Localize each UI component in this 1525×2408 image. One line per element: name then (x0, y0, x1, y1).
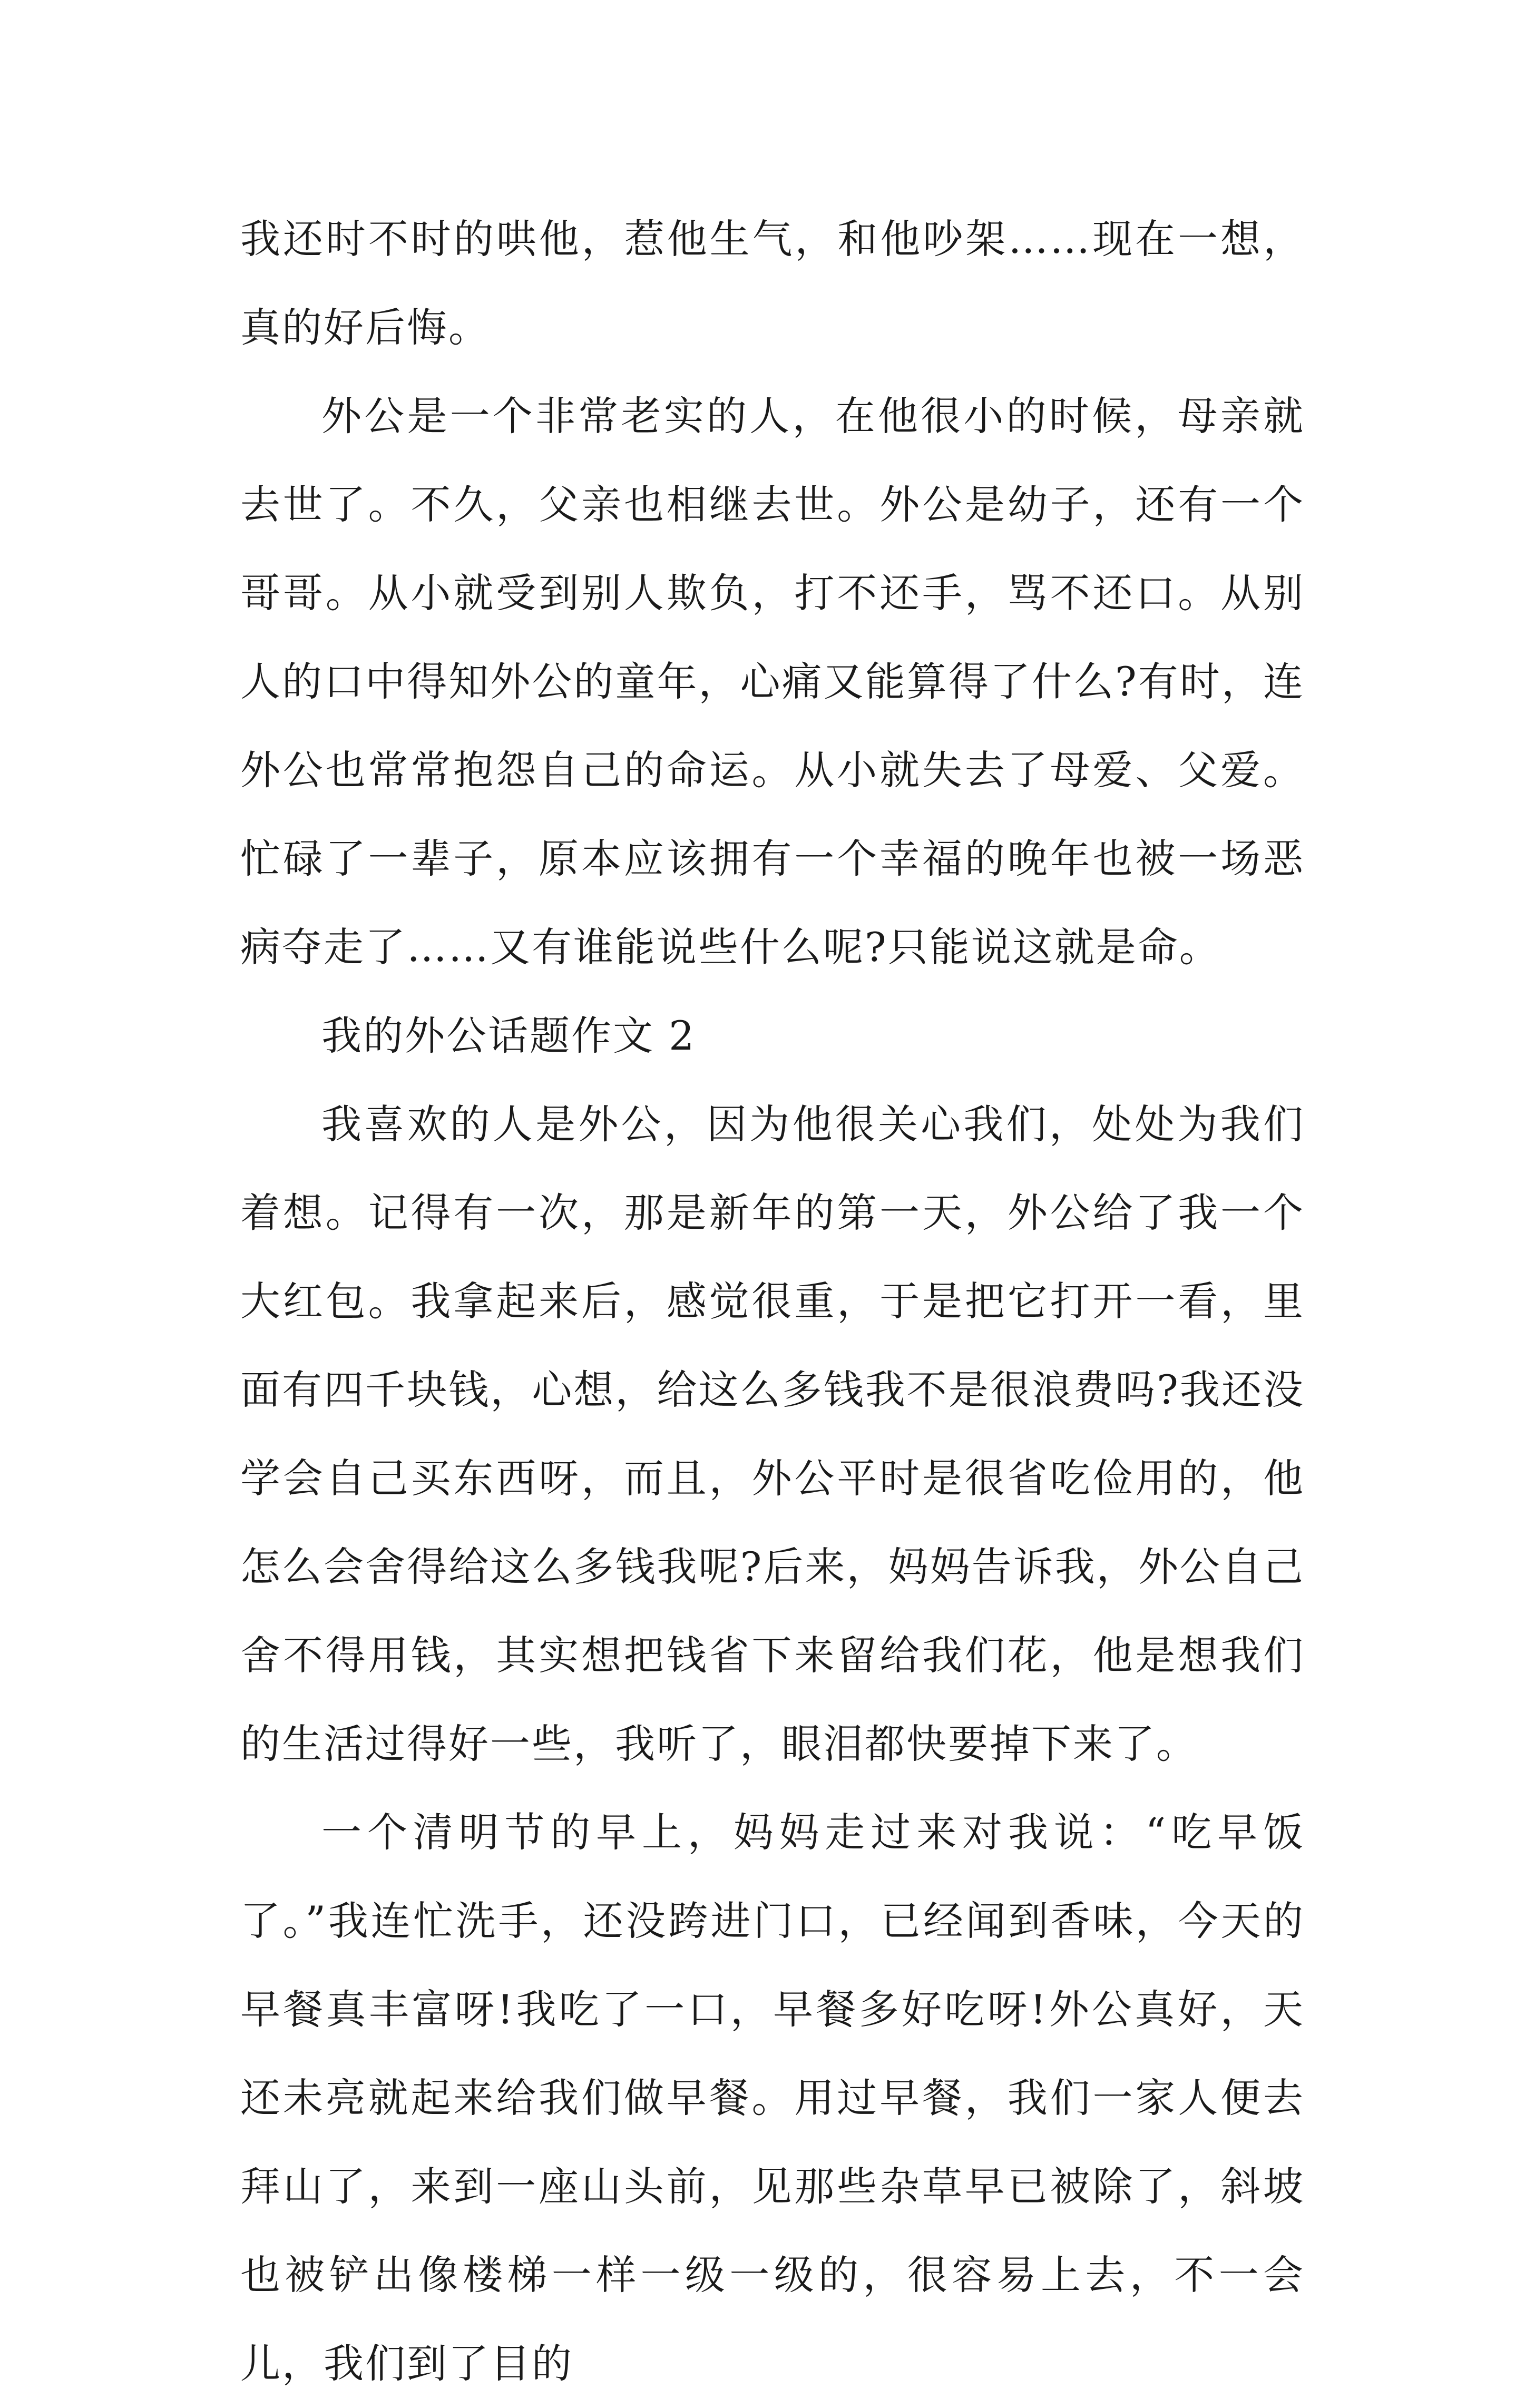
section-heading: 我的外公话题作文 2 (321, 1012, 696, 1059)
paragraph-3: 我喜欢的人是外公，因为他很关心我们，处处为我们着想。记得有一次，那是新年的第一天，外公给了我一个大红包。我拿起来后，感觉很重，于是把它打开一看，里面有四千块钱，心想，给这么多钱我不是很浪费吗?我还没学会自己买东西呀，而且，外公平时是很省吃俭用的，他怎么会舍得给这么多钱我呢?后来，妈妈告诉我，外公自己舍不得用钱，其实想把钱省下来留给我们花，他是想我们的生活过得好一些，我听了，眼泪都快要掉下来了。 (240, 1101, 1305, 1767)
paragraph-4: 一个清明节的早上，妈妈走过来对我说：“吃早饭了。”我连忙洗手，还没跨进门口，已经闻到香味，今天的早餐真丰富呀!我吃了一口，早餐多好吃呀!外公真好，天还未亮就起来给我们做早餐。用过早餐，我们一家人便去拜山了，来到一座山头前，见那些杂草早已被除了，斜坡也被铲出像楼梯一样一级一级的，很容易上去，不一会儿，我们到了目的 (240, 1809, 1305, 2387)
paragraph-2: 外公是一个非常老实的人，在他很小的时候，母亲就去世了。不久，父亲也相继去世。外公是幼子，还有一个哥哥。从小就受到别人欺负，打不还手，骂不还口。从别人的口中得知外公的童年，心痛又能算得了什么?有时，连外公也常常抱怨自己的命运。从小就失去了母爱、父爱。忙碌了一辈子，原本应该拥有一个幸福的晚年也被一场恶病夺走了……又有谁能说些什么呢?只能说这就是命。 (240, 393, 1305, 971)
document-body (240, 195, 1305, 2408)
paragraph-1: 我还时不时的哄他，惹他生气，和他吵架……现在一想，真的好后悔。 (240, 216, 1305, 351)
